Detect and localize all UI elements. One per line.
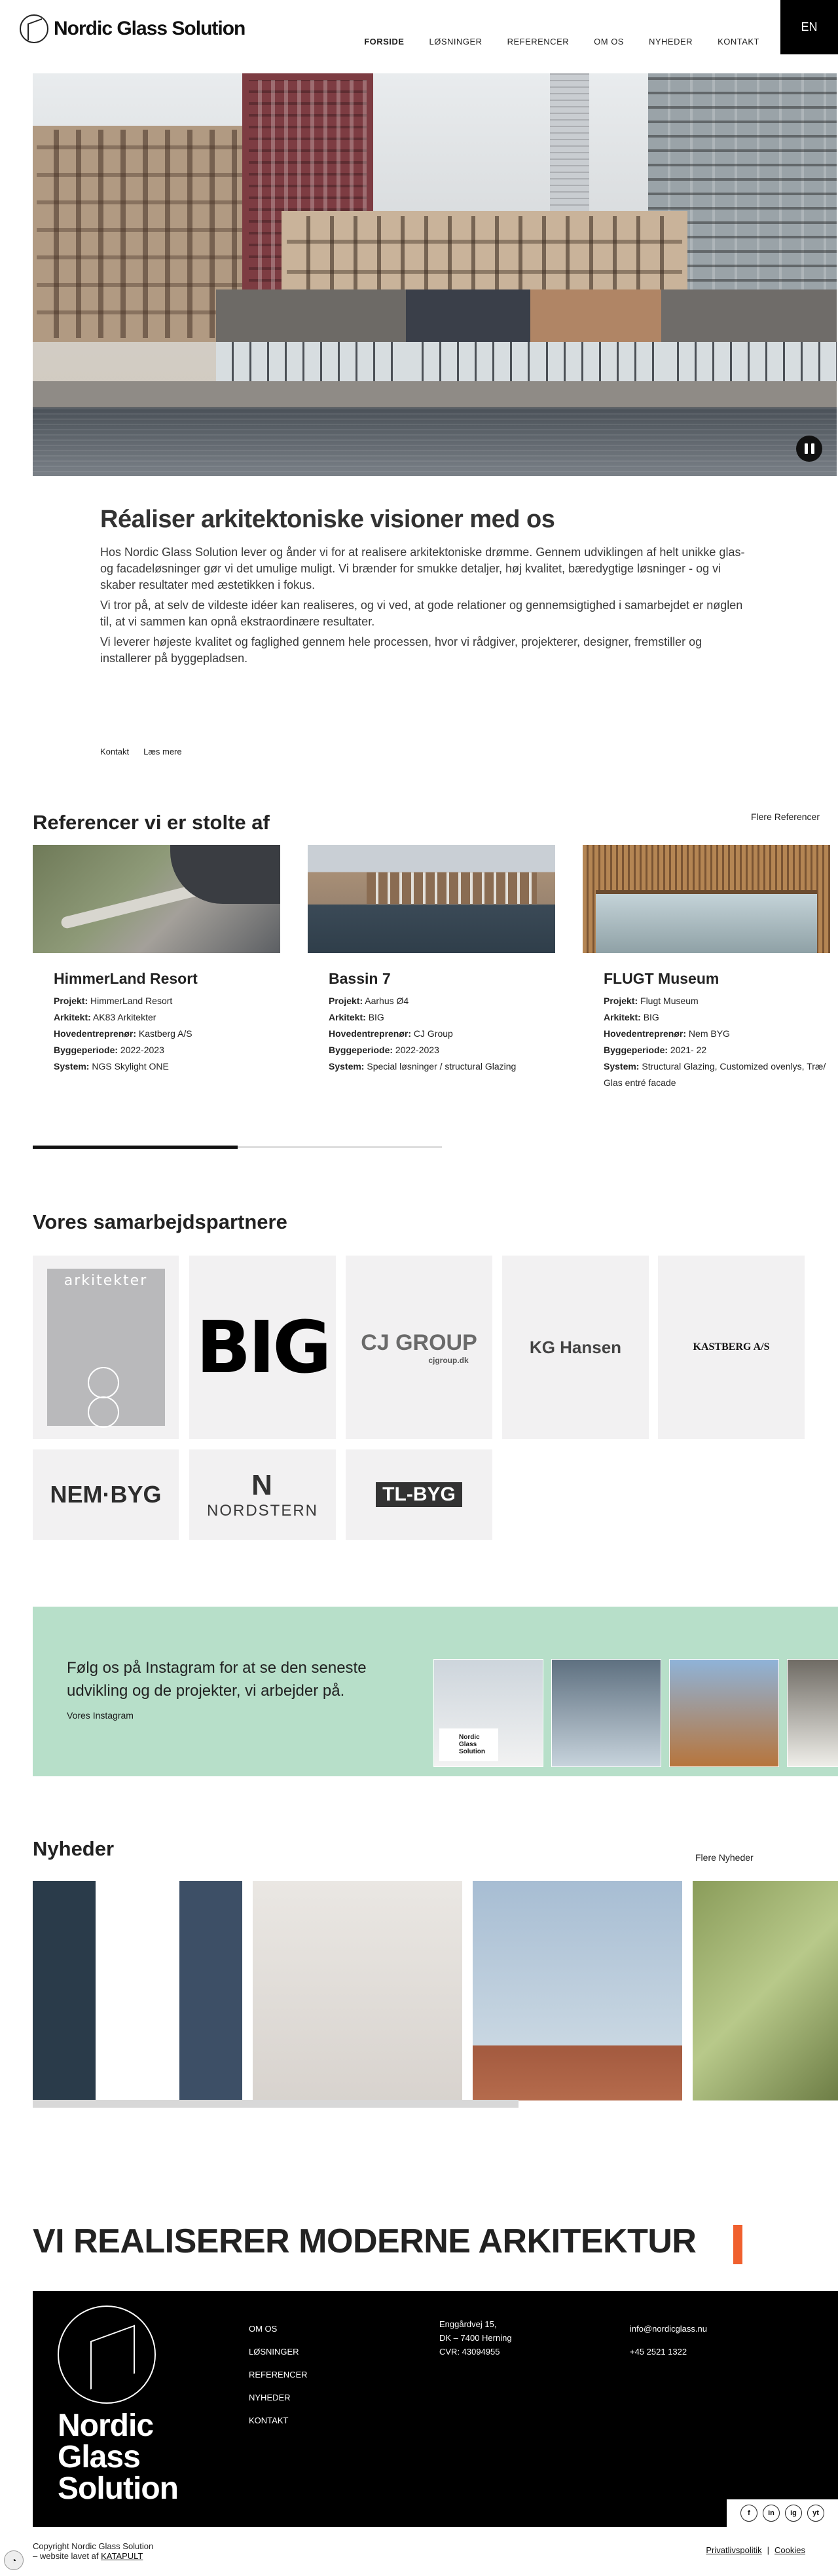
nav-om-os[interactable]: OM OS — [594, 37, 624, 47]
footer-phone[interactable]: +45 2521 1322 — [630, 2347, 687, 2357]
footer-link[interactable]: OM OS — [249, 2324, 278, 2334]
address-line: DK – 7400 Herning — [439, 2333, 512, 2343]
footer-link[interactable]: REFERENCER — [249, 2370, 308, 2380]
made-by-text: – website lavet af — [33, 2551, 99, 2561]
footer-address — [439, 2317, 512, 2359]
slogan-accent-bar — [733, 2225, 742, 2264]
intro-paragraph: Hos Nordic Glass Solution lever og ånder vi for at realisere arkitektoniske drømme. Gennem udviklingen af helt unikke glas- og facadeløsninger gør vi det umulige muligt. Vi brænder for smukke detaljer, høj kvalitet, bæredygtige løsninger - og vi skaber resultater med æstetikken i fokus. — [100, 546, 745, 591]
detail-value: HimmerLand Resort — [90, 996, 173, 1006]
news-card[interactable] — [693, 1881, 838, 2100]
instagram-post-logo: Nordic Glass Solution — [439, 1728, 498, 1761]
reference-detail — [329, 1042, 555, 1058]
reference-name: HimmerLand Resort — [54, 970, 198, 987]
partners-title: Vores samarbejdspartnere — [33, 1210, 287, 1233]
contact-link[interactable]: Kontakt — [100, 747, 130, 756]
detail-value: 2022-2023 — [120, 1045, 164, 1055]
partner-logo-cj-group — [346, 1256, 492, 1439]
logo-text: BIG — [196, 1305, 329, 1389]
intro-section — [100, 506, 748, 671]
news-card[interactable] — [473, 1881, 682, 2100]
reference-detail — [54, 993, 280, 1009]
reference-card[interactable] — [33, 845, 280, 1091]
partner-logo-kastberg — [658, 1256, 805, 1439]
hero-video — [33, 73, 837, 476]
read-more-link[interactable]: Læs mere — [143, 747, 182, 756]
reference-card[interactable] — [308, 845, 555, 1091]
hero-pavilion — [530, 289, 661, 381]
detail-label: System: — [604, 1061, 640, 1072]
detail-label: Arkitekt: — [604, 1012, 641, 1022]
detail-label: Arkitekt: — [329, 1012, 366, 1022]
logo-text: arkitekter — [64, 1273, 148, 1289]
site-logo[interactable] — [20, 14, 245, 43]
address-line: CVR: 43094955 — [439, 2347, 500, 2357]
detail-value: Nem BYG — [688, 1028, 730, 1039]
reference-detail — [54, 1058, 280, 1075]
detail-value: Structural Glazing, Customized ovenlys, Træ/ Glas entré facade — [604, 1061, 826, 1088]
partner-logo-tl-byg — [346, 1449, 492, 1540]
hero-pavilion — [406, 289, 537, 381]
instagram-post[interactable] — [787, 1659, 838, 1767]
logo-text: NEM·BYG — [50, 1481, 162, 1508]
detail-label: Projekt: — [54, 996, 88, 1006]
footer-logo-mark-icon — [58, 2305, 156, 2404]
pause-icon[interactable] — [796, 436, 822, 462]
references-title: Referencer vi er stolte af — [33, 811, 270, 834]
reference-detail — [329, 1026, 555, 1042]
reference-card[interactable] — [583, 845, 830, 1091]
logo-subtext: cjgroup.dk — [428, 1355, 469, 1365]
site-footer — [33, 2291, 838, 2527]
nav-forside[interactable]: FORSIDE — [364, 37, 405, 47]
news-title: Nyheder — [33, 1837, 115, 1860]
detail-label: Byggeperiode: — [54, 1045, 118, 1055]
nav-kontakt[interactable]: KONTAKT — [718, 37, 759, 47]
logo-mark-icon — [20, 14, 48, 43]
reference-name: Bassin 7 — [329, 970, 391, 987]
footer-link[interactable]: KONTAKT — [249, 2416, 289, 2425]
intro-links — [100, 747, 182, 756]
footer-menu — [249, 2317, 308, 2432]
partner-logo-kg-hansen — [502, 1256, 649, 1439]
logo-text: CJ GROUP — [361, 1330, 477, 1355]
nordstern-n-icon: N — [251, 1469, 274, 1501]
logo-text: Nordic Glass Solution — [54, 18, 246, 39]
instagram-post[interactable] — [551, 1659, 661, 1767]
references-carousel — [33, 845, 838, 1091]
reference-detail — [54, 1042, 280, 1058]
facebook-icon[interactable]: f — [740, 2505, 757, 2522]
detail-label: Hovedentreprenør: — [54, 1028, 137, 1039]
logo-text: NORDSTERN — [206, 1502, 318, 1520]
detail-label: Byggeperiode: — [329, 1045, 393, 1055]
reference-name: FLUGT Museum — [604, 970, 720, 987]
main-nav — [364, 37, 759, 47]
detail-value: Special løsninger / structural Glazing — [367, 1061, 517, 1072]
footer-link[interactable]: LØSNINGER — [249, 2347, 299, 2357]
footer-logo-text: Nordic Glass Solution — [58, 2408, 178, 2506]
partner-logo-nordstern — [189, 1449, 336, 1540]
site-header — [0, 0, 838, 54]
katapult-link[interactable]: KATAPULT — [101, 2551, 143, 2561]
detail-label: System: — [54, 1061, 90, 1072]
detail-value: NGS Skylight ONE — [92, 1061, 169, 1072]
news-card[interactable] — [33, 1881, 242, 2100]
intro-paragraph: Vi leverer højeste kvalitet og faglighed gennem hele processen, hvor vi rådgiver, projekterer, designer, fremstiller og installerer på byggepladsen. — [100, 635, 702, 665]
detail-value: Aarhus Ø4 — [365, 996, 409, 1006]
reference-detail — [329, 1009, 555, 1026]
reference-detail — [54, 1026, 280, 1042]
more-references-link[interactable]: Flere Referencer — [750, 812, 820, 822]
youtube-icon[interactable]: yt — [807, 2505, 824, 2522]
hero-water — [33, 407, 837, 476]
logo-circle-shape — [88, 1367, 119, 1398]
copyright — [33, 2541, 153, 2561]
copyright-text: Copyright Nordic Glass Solution — [33, 2541, 154, 2551]
logo-text: TL-BYG — [376, 1482, 462, 1507]
news-scrollbar[interactable] — [33, 2100, 519, 2108]
hero-pavilion — [216, 289, 412, 381]
cookies-link[interactable]: Cookies — [774, 2545, 805, 2555]
address-line: Enggårdvej 15, — [439, 2319, 497, 2329]
more-news-link[interactable]: Flere Nyheder — [695, 1852, 754, 1863]
footer-link[interactable]: NYHEDER — [249, 2393, 291, 2402]
reference-detail — [604, 1058, 830, 1091]
hero-quay — [33, 381, 837, 407]
cookie-settings-icon[interactable]: ◔ — [4, 2550, 24, 2570]
reference-detail — [54, 1009, 280, 1026]
detail-label: Projekt: — [329, 996, 363, 1006]
detail-value: CJ Group — [413, 1028, 453, 1039]
privacy-link[interactable]: Privatlivspolitik — [706, 2545, 762, 2555]
nav-referencer[interactable]: REFERENCER — [507, 37, 570, 47]
reference-image — [308, 845, 555, 953]
detail-value: AK83 Arkitekter — [92, 1012, 156, 1022]
detail-label: Hovedentreprenør: — [329, 1028, 412, 1039]
intro-paragraph: Vi tror på, at selv de vildeste idéer kan realiseres, og vi ved, at gode relationer og gennemsigtighed i samarbejdet er nøglen til, at vi sammen kan opnå ekstraordinære resultater. — [100, 599, 743, 628]
hero-pavilion — [661, 289, 837, 381]
nav-losninger[interactable]: LØSNINGER — [429, 37, 483, 47]
detail-value: BIG — [643, 1012, 659, 1022]
references-scrollbar-thumb[interactable] — [33, 1146, 238, 1149]
instagram-post[interactable] — [433, 1659, 543, 1767]
slogan: VI REALISERER MODERNE ARKITEKTUR — [33, 2222, 697, 2260]
instagram-icon[interactable]: ig — [785, 2505, 802, 2522]
detail-label: Hovedentreprenør: — [604, 1028, 687, 1039]
instagram-post[interactable] — [669, 1659, 779, 1767]
detail-value: Kastberg A/S — [138, 1028, 192, 1039]
detail-value: BIG — [368, 1012, 384, 1022]
reference-detail — [604, 1042, 830, 1058]
detail-value: Flugt Museum — [640, 996, 699, 1006]
detail-label: Projekt: — [604, 996, 638, 1006]
instagram-link[interactable]: Vores Instagram — [67, 1710, 134, 1721]
nav-nyheder[interactable]: NYHEDER — [648, 37, 693, 47]
logo-text: KASTBERG A/S — [693, 1341, 770, 1353]
reference-image — [583, 845, 830, 953]
partner-logo-big — [189, 1256, 336, 1439]
intro-title: Réaliser arkitektoniske visioner med os — [100, 506, 555, 533]
reference-detail — [604, 1009, 830, 1026]
language-switch[interactable]: EN — [780, 0, 838, 54]
reference-detail — [604, 1026, 830, 1042]
footer-contact — [630, 2317, 707, 2363]
reference-image — [33, 845, 280, 953]
linkedin-icon[interactable]: in — [763, 2505, 780, 2522]
footer-email[interactable]: info@nordicglass.nu — [630, 2324, 707, 2334]
footer-logo[interactable] — [58, 2305, 215, 2505]
detail-label: System: — [329, 1061, 365, 1072]
social-links — [727, 2499, 838, 2527]
detail-label: Arkitekt: — [54, 1012, 91, 1022]
legal-separator: | — [767, 2545, 770, 2555]
logo-circle-shape — [88, 1396, 119, 1428]
detail-value: 2022-2023 — [395, 1045, 439, 1055]
instagram-text: Følg os på Instagram for at se den seneste udvikling og de projekter, vi arbejder på. — [67, 1659, 367, 1700]
reference-detail — [329, 1058, 555, 1075]
news-card[interactable] — [253, 1881, 462, 2100]
bottom-bar — [0, 2536, 838, 2575]
detail-label: Byggeperiode: — [604, 1045, 668, 1055]
partner-logo-nem-byg — [33, 1449, 179, 1540]
reference-detail — [604, 993, 830, 1009]
reference-detail — [329, 993, 555, 1009]
logo-text: KG Hansen — [529, 1337, 622, 1357]
detail-value: 2021- 22 — [670, 1045, 707, 1055]
partner-logo-ak83 — [33, 1256, 179, 1439]
instagram-section — [33, 1607, 838, 1776]
legal-links — [706, 2545, 805, 2555]
